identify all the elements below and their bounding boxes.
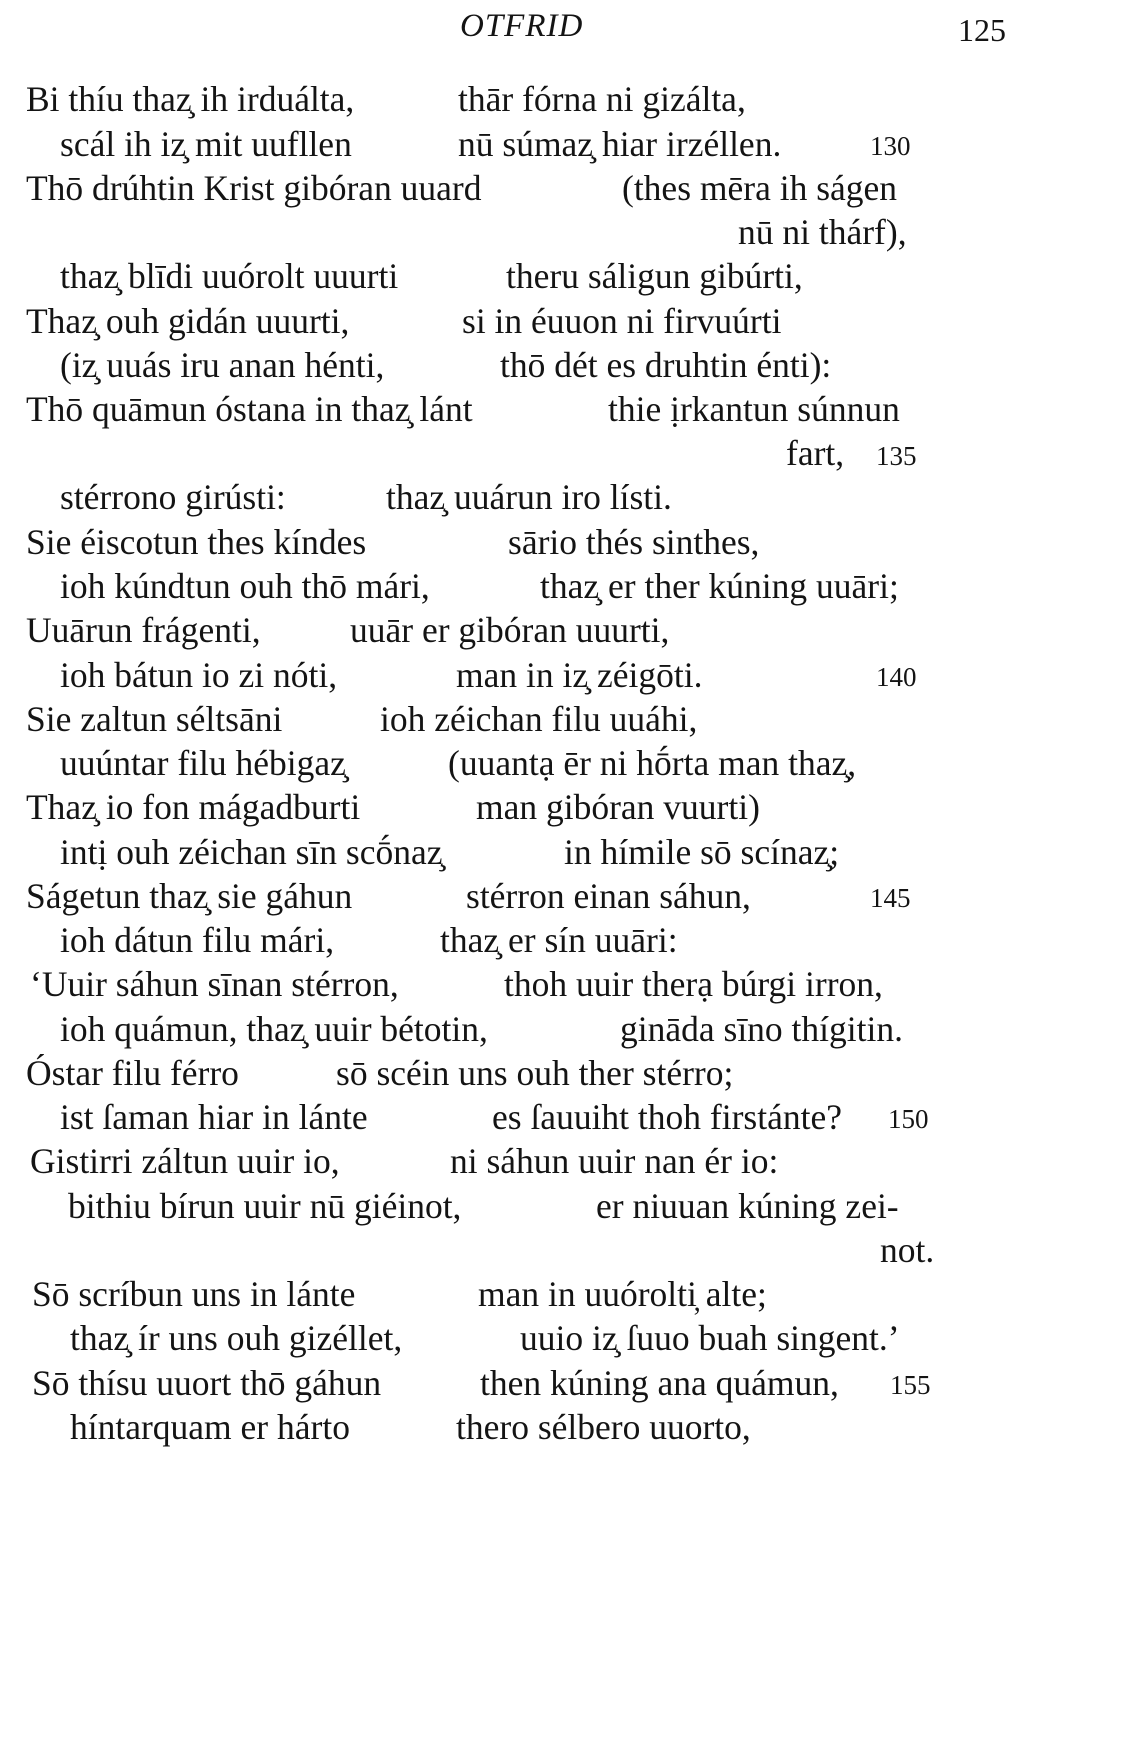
verse-second-half: es ſauuiht thoh firstánte? bbox=[492, 1097, 842, 1137]
verse-second-half: thoh uuir therạ búrgi irron, bbox=[504, 964, 883, 1004]
page-number: 125 bbox=[958, 12, 1006, 48]
verse-second-half: thaz̧ uuárun iro lísti. bbox=[386, 477, 672, 517]
verse-first-half: Sie éiscotun thes kíndes bbox=[26, 522, 367, 562]
line-number: 150 bbox=[888, 1104, 929, 1134]
verse-second-half: uuio iz̧ ſuuo buah singent.’ bbox=[520, 1318, 900, 1358]
verse-second-half: man in iz̧ zéigōti. bbox=[456, 655, 703, 695]
verse-second-half: stérron einan sáhun, bbox=[466, 876, 751, 916]
verse-first-half: Thaz̧ ouh gidán uuurti, bbox=[26, 301, 350, 341]
line-number: 145 bbox=[870, 883, 911, 913]
verse-second-half: er niuuan kúning zei- bbox=[596, 1186, 899, 1226]
verse-first-half: ioh bátun io zi nóti, bbox=[60, 655, 338, 695]
line-number: 155 bbox=[890, 1370, 931, 1400]
verse-first-half: Sō thísu uuort thō gáhun bbox=[32, 1363, 382, 1403]
line-number: 130 bbox=[870, 131, 911, 161]
line-number: 135 bbox=[876, 441, 917, 471]
verse-continuation: nū ni thárf), bbox=[738, 212, 907, 252]
verse-first-half: Gistirri záltun uuir io, bbox=[30, 1141, 340, 1181]
verse-second-half: ni sáhun uuir nan ér io: bbox=[450, 1141, 779, 1181]
verse-first-half: ‘Uuir sáhun sīnan stérron, bbox=[30, 964, 399, 1004]
verse-second-half: nū súmaz̧ hiar irzéllen. bbox=[458, 124, 782, 164]
verse-second-half: thaz̧ er ther kúning uuāri; bbox=[540, 566, 899, 606]
verse-second-half: si in éuuon ni firvuúrti bbox=[462, 301, 782, 341]
verse-first-half: Thō quāmun óstana in thaz̧ lánt bbox=[26, 389, 473, 429]
verse-second-half: uuār er gibóran uuurti, bbox=[350, 610, 670, 650]
verse-first-half: thaz̧ ír uns ouh gizéllet, bbox=[70, 1318, 403, 1358]
verse-first-half: intị ouh zéichan sīn scṓnaz̧ bbox=[60, 832, 443, 872]
verse-second-half: gināda sīno thígitin. bbox=[620, 1009, 903, 1049]
verse-first-half: ioh quámun, thaz̧ uuir bétotin, bbox=[60, 1009, 488, 1049]
verse-first-half: Uuārun frágenti, bbox=[26, 610, 261, 650]
verse-second-half: (uuantạ ēr ni hṓrta man thaz̧, bbox=[448, 743, 857, 783]
verse-first-half: híntarquam er hárto bbox=[70, 1407, 350, 1447]
verse-second-half: thie ịrkantun súnnun bbox=[608, 389, 900, 429]
verse-first-half: uuúntar filu hébigaz̧ bbox=[60, 743, 346, 783]
running-title: OTFRID bbox=[460, 8, 584, 44]
verse-first-half: Sie zaltun séltsāni bbox=[26, 699, 283, 739]
verse-first-half: bithiu bírun uuir nū giéinot, bbox=[68, 1186, 462, 1226]
verse-first-half: stérrono girústi: bbox=[60, 477, 286, 517]
verse-first-half: Ságetun thaz̧ sie gáhun bbox=[26, 876, 353, 916]
verse-first-half: Óstar filu férro bbox=[26, 1053, 239, 1093]
verse-first-half: (iz̧ uuás iru anan hénti, bbox=[60, 345, 385, 385]
verse-second-half: (thes mēra ih ságen bbox=[622, 168, 898, 208]
verse-second-half: theru sáligun gibúrti, bbox=[506, 256, 803, 296]
verse-second-half: thaz̧ er sín uuāri: bbox=[440, 920, 678, 960]
verse-second-half: thō dét es druhtin énti): bbox=[500, 345, 832, 385]
line-number: 140 bbox=[876, 662, 917, 692]
verse-first-half: thaz̧ blīdi uuórolt uuurti bbox=[60, 256, 399, 296]
verse-first-half: Sō scríbun uns in lánte bbox=[32, 1274, 356, 1314]
verse-second-half: ioh zéichan filu uuáhi, bbox=[380, 699, 698, 739]
verse-second-half: sārio thés sinthes, bbox=[508, 522, 760, 562]
verse-first-half: Thaz̧ io fon mágadburti bbox=[26, 787, 361, 827]
verse-first-half: scál ih iz̧ mit uufllen bbox=[60, 124, 352, 164]
verse-continuation: not. bbox=[880, 1230, 935, 1270]
verse-second-half: thero sélbero uuorto, bbox=[456, 1407, 751, 1447]
verse-second-half: man gibóran vuurti) bbox=[476, 787, 760, 827]
verse-first-half: ioh dátun filu mári, bbox=[60, 920, 335, 960]
verse-first-half: Thō drúhtin Krist gibóran uuard bbox=[26, 168, 482, 208]
verse-second-half: then kúning ana quámun, bbox=[480, 1363, 839, 1403]
verse-first-half: ioh kúndtun ouh thō mári, bbox=[60, 566, 430, 606]
verse-second-half: man in uuórolti̦ alte; bbox=[478, 1274, 767, 1314]
verse-first-half: Bi thíu thaz̧ ih irduálta, bbox=[26, 79, 355, 119]
verse-continuation: fart, bbox=[786, 433, 845, 473]
verse-second-half: sō scéin uns ouh ther stérro; bbox=[336, 1053, 734, 1093]
verse-second-half: in hímile sō scínaz̧; bbox=[564, 832, 840, 872]
verse-first-half: ist ſaman hiar in lánte bbox=[60, 1097, 368, 1137]
verse-second-half: thār fórna ni gizálta, bbox=[458, 79, 746, 119]
